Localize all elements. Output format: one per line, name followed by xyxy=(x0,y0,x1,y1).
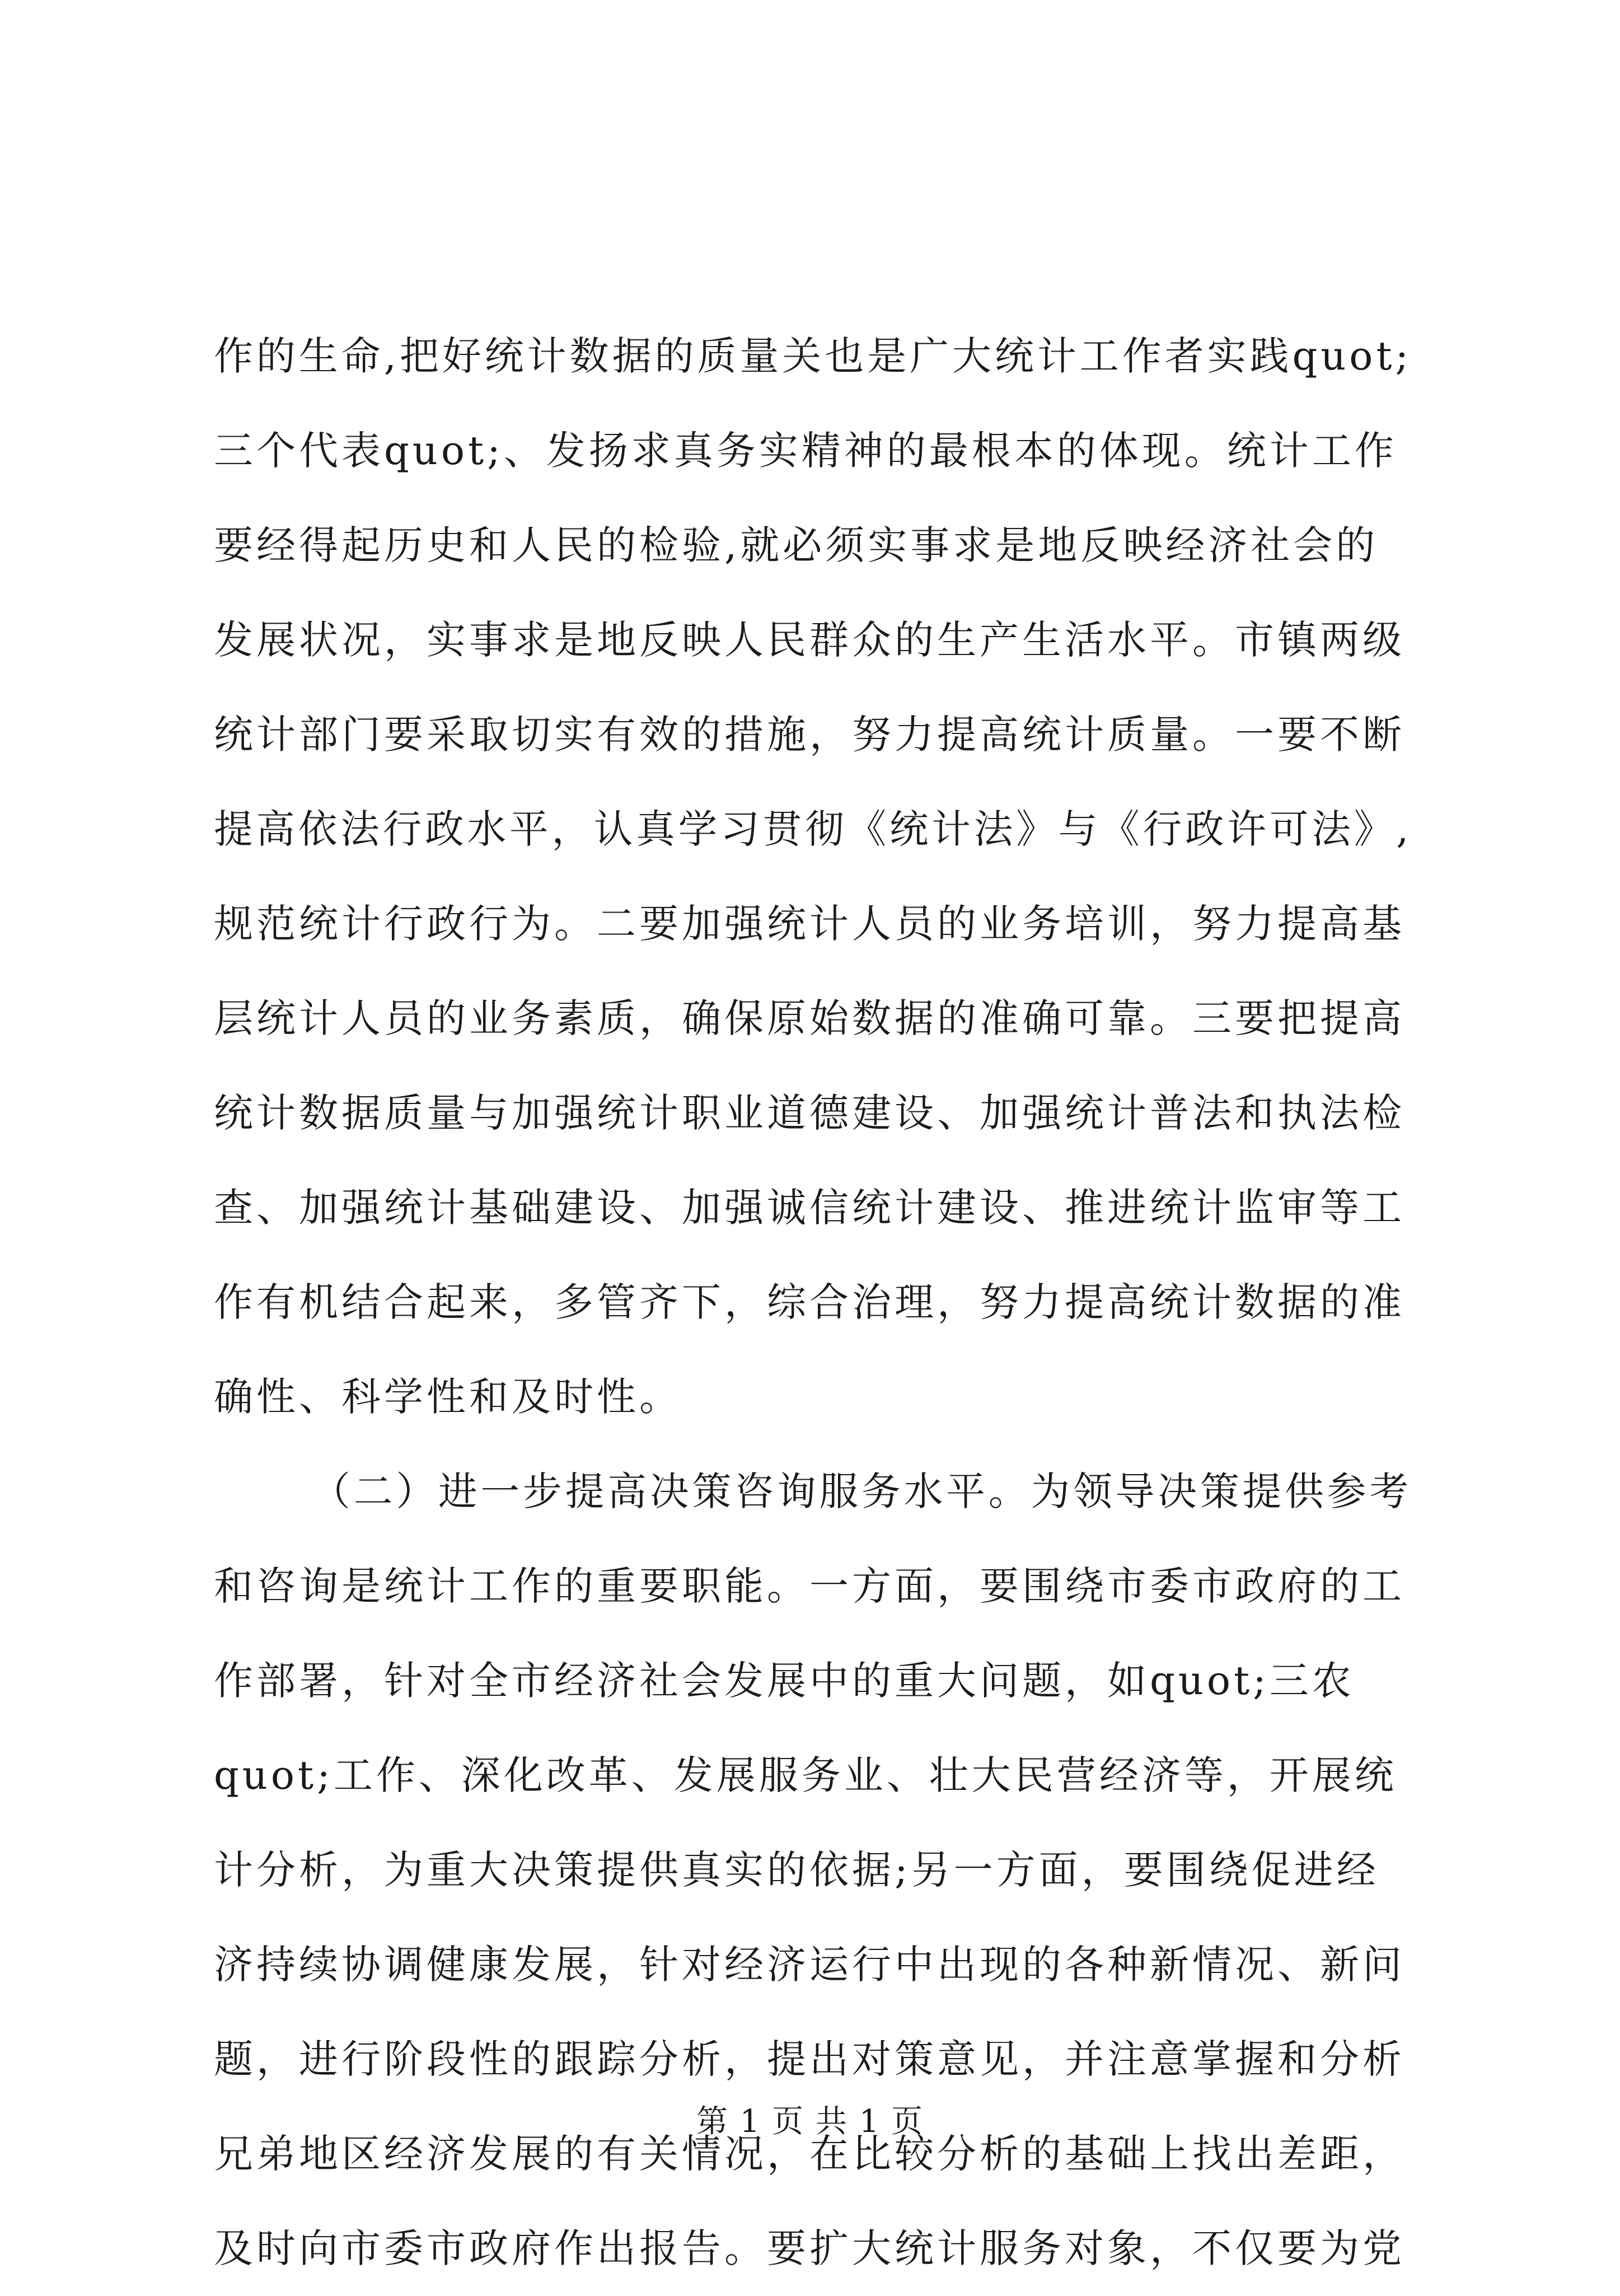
text-line: 要经得起历史和人民的检验,就必须实事求是地反映经济社会的 xyxy=(214,522,1379,568)
text-line: 作部署，针对全市经济社会发展中的重大问题，如quot;三农 xyxy=(214,1658,1355,1704)
text-line: 统计部门要采取切实有效的措施，努力提高统计质量。一要不断 xyxy=(214,712,1405,757)
text-line: 及时向市委市政府作出报告。要扩大统计服务对象，不仅要为党 xyxy=(214,2225,1405,2271)
text-line: 规范统计行政行为。二要加强统计人员的业务培训，努力提高基 xyxy=(214,901,1405,947)
text-line: 作有机结合起来，多管齐下，综合治理，努力提高统计数据的准 xyxy=(214,1279,1405,1325)
text-line: 提高依法行政水平，认真学习贯彻《统计法》与《行政许可法》, xyxy=(214,806,1412,852)
text-line: 作的生命,把好统计数据的质量关也是广大统计工作者实践quot; xyxy=(214,333,1412,379)
text-line: 发展状况，实事求是地反映人民群众的生产生活水平。市镇两级 xyxy=(214,617,1405,663)
text-line: 和咨询是统计工作的重要职能。一方面，要围绕市委市政府的工 xyxy=(214,1563,1405,1609)
body-text xyxy=(214,309,1412,2296)
text-line: 查、加强统计基础建设、加强诚信统计建设、推进统计监审等工 xyxy=(214,1185,1405,1231)
text-line: 济持续协调健康发展，针对经济运行中出现的各种新情况、新问 xyxy=(214,1942,1405,1988)
paragraph-start-line: （二）进一步提高决策咨询服务水平。为领导决策提供参考 xyxy=(311,1469,1412,1514)
text-line: 兄弟地区经济发展的有关情况，在比较分析的基础上找出差距， xyxy=(214,2131,1405,2177)
text-line: quot;工作、深化改革、发展服务业、壮大民营经济等，开展统 xyxy=(214,1752,1397,1798)
text-line: 统计数据质量与加强统计职业道德建设、加强统计普法和执法检 xyxy=(214,1090,1405,1136)
text-line: 层统计人员的业务素质，确保原始数据的准确可靠。三要把提高 xyxy=(214,995,1405,1041)
text-line: 题，进行阶段性的跟踪分析，提出对策意见，并注意掌握和分析 xyxy=(214,2036,1405,2082)
text-line: 计分析，为重大决策提供真实的依据;另一方面，要围绕促进经 xyxy=(214,1847,1379,1893)
text-line: 确性、科学性和及时性。 xyxy=(214,1374,682,1420)
page-footer: 第 1 页 共 1 页 xyxy=(696,2103,924,2140)
text-line: 三个代表quot;、发扬求真务实精神的最根本的体现。统计工作 xyxy=(214,428,1397,474)
